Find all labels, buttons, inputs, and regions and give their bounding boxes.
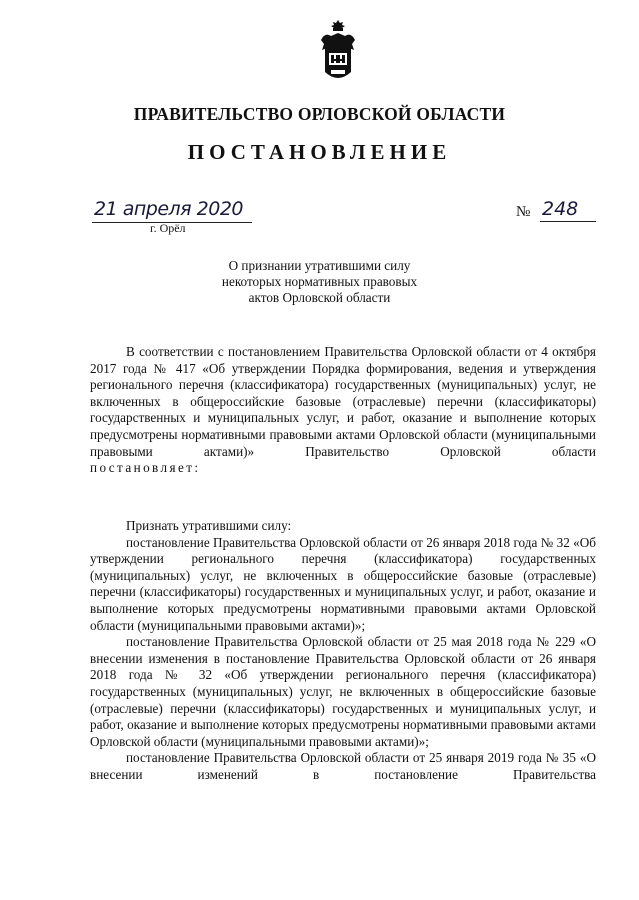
city: г. Орёл — [150, 221, 186, 235]
document-type: ПОСТАНОВЛЕНИЕ — [187, 140, 452, 164]
date-field — [92, 200, 252, 223]
number-underline — [540, 221, 596, 222]
number-field — [516, 200, 596, 222]
subject-line: некоторых нормативных правовых — [221, 274, 418, 289]
number-label: № — [516, 204, 531, 220]
subject-line: актов Орловской области — [248, 290, 391, 305]
decree-word: постановляет: — [90, 460, 201, 476]
preamble-paragraph: В соответствии с постановлением Правительства Орловской области от 4 октября 2017 года № 417 «Об утверждении Порядка формирования, ведения и утверждения регионального перечня (классификатора) государственных (муниципальных) услуг, не включенных в общероссийские базовые (отраслевые) перечни (классификаторы) государственных и муниципальных услуг, и работ, оказание и выполнение которых предусмотрены нормативными правовыми актами Орловской области (муниципальными правовыми актами)» Правительство Орловской области — [90, 344, 596, 459]
list-item: постановление Правительства Орловской области от 26 января 2018 года № 32 «Об утверждении регионального перечня (классификатора) государственных (муниципальных) услуг, не включенных в общероссийские базовые (отраслевые) перечни (классификаторы) государственных и муниципальных услуг, и работ, оказание и выполнение которых предусмотрены нормативными правовыми актами Орловской области (муниципальными правовыми актами)»; — [90, 534, 596, 633]
preamble-block — [90, 344, 596, 477]
intro-paragraph: Признать утратившими силу: — [126, 518, 292, 533]
organization-name: ПРАВИТЕЛЬСТВО ОРЛОВСКОЙ ОБЛАСТИ — [133, 104, 506, 124]
handwritten-number: 248 — [542, 198, 579, 220]
subject-line: О признании утратившими силу — [228, 258, 411, 273]
decision-block — [90, 518, 596, 784]
list-item: постановление Правительства Орловской области от 25 января 2019 года № 35 «О внесении изменений в постановление Правительства — [90, 750, 596, 782]
handwritten-date: 21 апреля 2020 — [94, 198, 243, 220]
list-item: постановление Правительства Орловской области от 25 мая 2018 года № 229 «О внесении изменения в постановление Правительства Орловской области от 26 января 2018 года № 32 «Об утверждении регионального перечня (классификатора) государственных (муниципальных) услуг, не включенных в общероссийские базовые (отраслевые) перечни (классификаторы) государственных и муниципальных услуг, и работ, оказание и выполнение которых предусмотрены нормативными правовыми актами Орловской области (муниципальными правовыми актами)»; — [90, 634, 596, 749]
subject-title — [150, 258, 489, 306]
coat-of-arms-icon — [319, 18, 357, 86]
